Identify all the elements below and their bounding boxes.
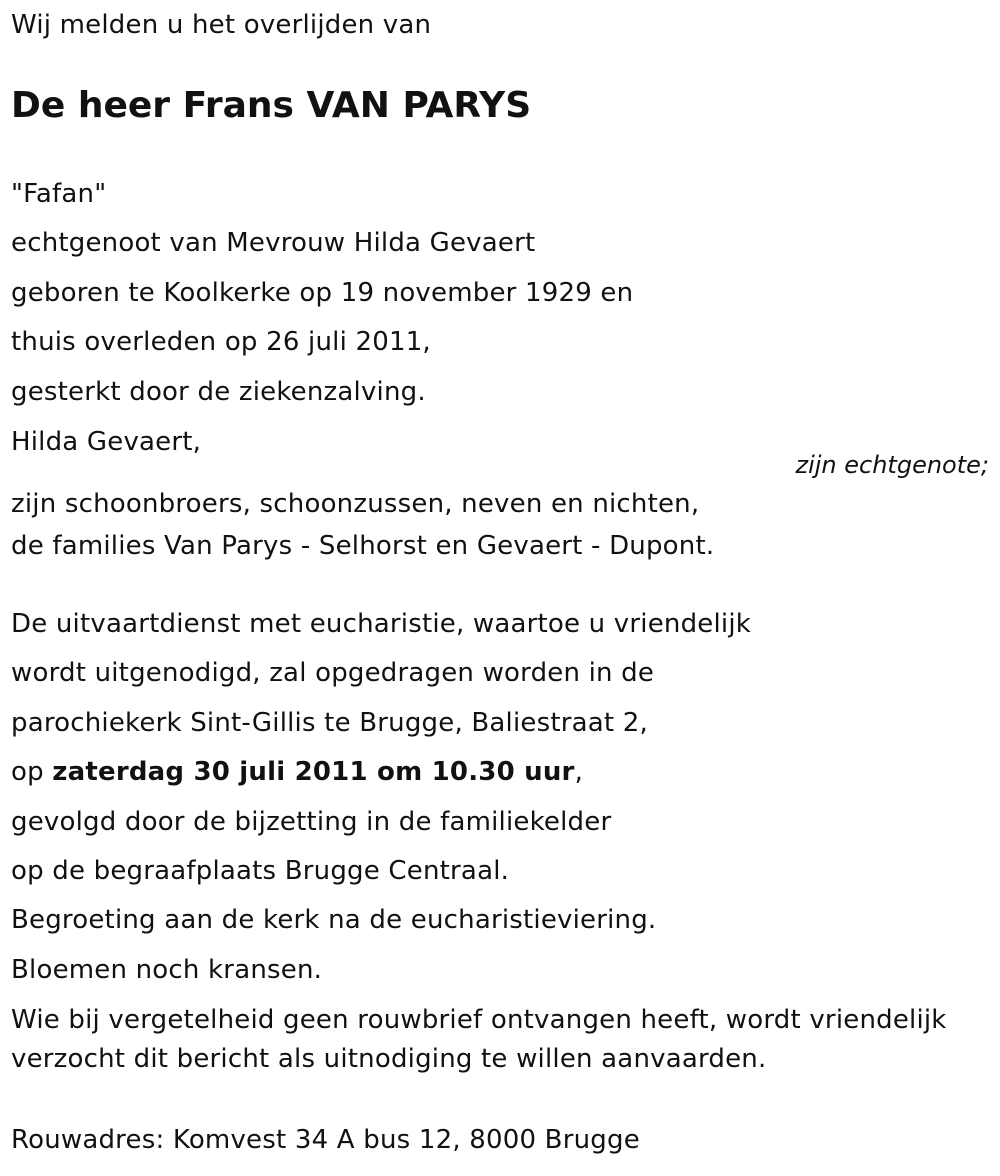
nickname: "Fafan"	[11, 179, 107, 209]
service-date-prefix: op	[11, 757, 53, 787]
mourning-address: Rouwadres: Komvest 34 A bus 12, 8000 Brugge	[11, 1125, 640, 1155]
service-line: wordt uitgenodigd, zal opgedragen worden in de	[11, 658, 655, 688]
detail-line: thuis overleden op 26 juli 2011,	[11, 327, 431, 357]
detail-line: gesterkt door de ziekenzalving.	[11, 377, 426, 407]
notice-line: Wie bij vergetelheid geen rouwbrief ontvangen heeft, wordt vriendelijk	[11, 1005, 947, 1035]
mourner-name: Hilda Gevaert,	[11, 427, 202, 457]
service-date-line	[11, 757, 583, 787]
deceased-title: De heer Frans VAN PARYS	[11, 85, 532, 126]
notice-line: verzocht dit bericht als uitnodiging te willen aanvaarden.	[11, 1044, 767, 1074]
service-date: zaterdag 30 juli 2011 om 10.30 uur	[52, 757, 575, 787]
mourner-role: zijn echtgenote;	[795, 451, 989, 479]
family-line: zijn schoonbroers, schoonzussen, neven en nichten,	[11, 489, 700, 519]
service-date-suffix: ,	[574, 757, 584, 787]
service-line: Bloemen noch kransen.	[11, 955, 323, 985]
service-line: De uitvaartdienst met eucharistie, waartoe u vriendelijk	[11, 609, 752, 639]
detail-line: echtgenoot van Mevrouw Hilda Gevaert	[11, 228, 536, 258]
service-line: parochiekerk Sint-Gillis te Brugge, Baliestraat 2,	[11, 708, 648, 738]
service-line: Begroeting aan de kerk na de eucharistieviering.	[11, 905, 657, 935]
service-line: gevolgd door de bijzetting in de familiekelder	[11, 807, 612, 837]
intro-text: Wij melden u het overlijden van	[11, 10, 432, 40]
detail-line: geboren te Koolkerke op 19 november 1929 en	[11, 278, 634, 308]
family-line: de families Van Parys - Selhorst en Gevaert - Dupont.	[11, 531, 715, 561]
service-line: op de begraafplaats Brugge Centraal.	[11, 856, 510, 886]
